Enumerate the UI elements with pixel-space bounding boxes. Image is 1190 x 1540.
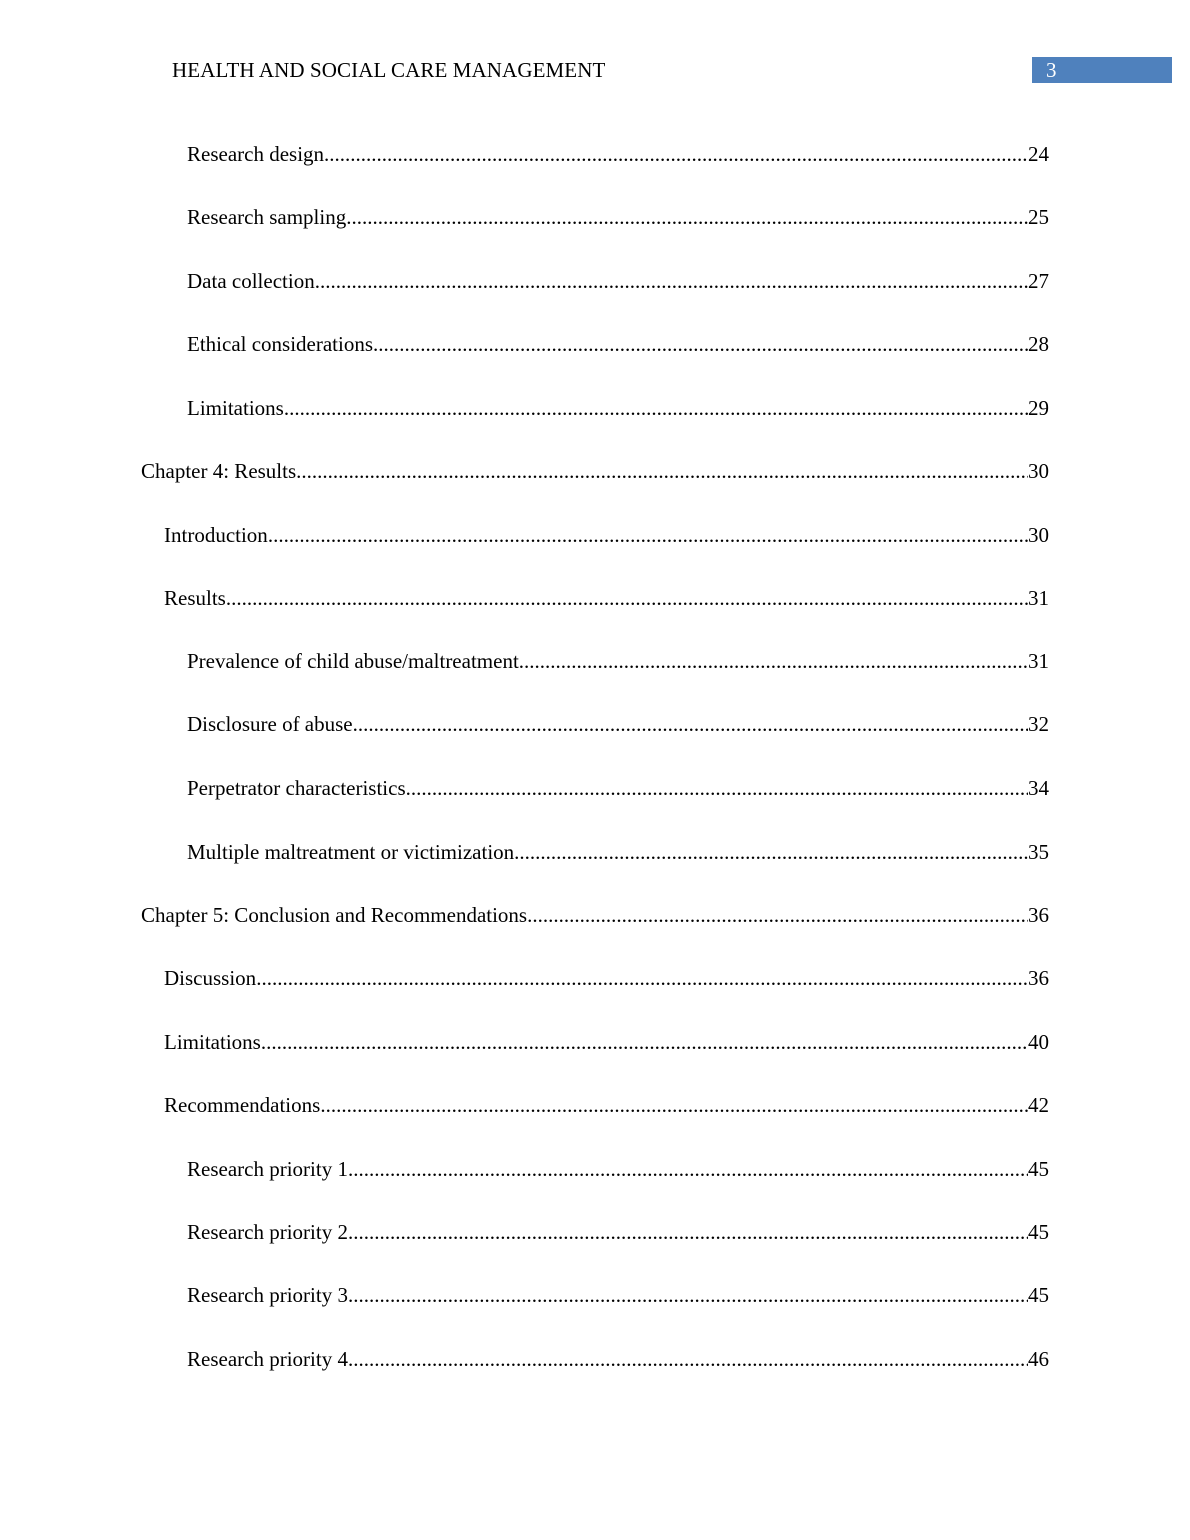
toc-entry-label: Limitations: [164, 1030, 261, 1054]
toc-entry-label: Research design: [187, 142, 325, 166]
toc-dot-leader: [268, 520, 1028, 550]
toc-entry[interactable]: [187, 329, 1049, 359]
toc-entry-page: 34: [1028, 776, 1049, 800]
toc-entry-page: 31: [1028, 649, 1049, 673]
toc-entry-label: Research priority 4: [187, 1347, 348, 1371]
toc-dot-leader: [348, 1154, 1028, 1184]
toc-dot-leader: [296, 456, 1028, 486]
toc-entry-page: 29: [1028, 396, 1049, 420]
toc-entry-label: Prevalence of child abuse/maltreatment: [187, 649, 519, 673]
toc-dot-leader: [256, 963, 1028, 993]
toc-entry[interactable]: [187, 202, 1049, 232]
toc-entry-label: Introduction: [164, 523, 268, 547]
toc-entry[interactable]: [187, 709, 1049, 739]
toc-entry-page: 40: [1028, 1030, 1049, 1054]
toc-entry-label: Data collection: [187, 269, 315, 293]
toc-entry[interactable]: [187, 646, 1049, 676]
toc-dot-leader: [527, 900, 1028, 930]
toc-entry[interactable]: [187, 1154, 1049, 1184]
toc-dot-leader: [315, 266, 1028, 296]
toc-dot-leader: [346, 202, 1028, 232]
page-number: 3: [1046, 58, 1057, 82]
toc-dot-leader: [324, 139, 1028, 169]
toc-entry-label: Discussion: [164, 966, 257, 990]
toc-entry-page: 27: [1028, 269, 1049, 293]
toc-dot-leader: [519, 646, 1028, 676]
toc-entry-page: 31: [1028, 586, 1049, 610]
toc-entry[interactable]: [187, 393, 1049, 423]
toc-entry[interactable]: [164, 583, 1049, 613]
toc-entry[interactable]: [187, 1217, 1049, 1247]
toc-entry[interactable]: [164, 520, 1049, 550]
toc-dot-leader: [348, 1217, 1028, 1247]
toc-entry[interactable]: [187, 139, 1049, 169]
toc-entry-page: 25: [1028, 205, 1049, 229]
toc-entry-label: Research priority 1: [187, 1157, 348, 1181]
toc-entry-page: 32: [1028, 712, 1049, 736]
toc-dot-leader: [348, 1280, 1028, 1310]
toc-entry[interactable]: [164, 963, 1049, 993]
toc-dot-leader: [373, 329, 1028, 359]
toc-entry-label: Ethical considerations: [187, 332, 374, 356]
toc-entry-page: 46: [1028, 1347, 1049, 1371]
toc-entry-label: Research sampling: [187, 205, 347, 229]
toc-entry[interactable]: [187, 1280, 1049, 1310]
toc-entry[interactable]: [141, 900, 1049, 930]
running-header-title: HEALTH AND SOCIAL CARE MANAGEMENT: [172, 58, 606, 82]
toc-entry-label: Research priority 2: [187, 1220, 348, 1244]
toc-entry-page: 30: [1028, 459, 1049, 483]
toc-dot-leader: [226, 583, 1028, 613]
toc-entry-page: 36: [1028, 966, 1049, 990]
toc-entry[interactable]: [187, 773, 1049, 803]
toc-dot-leader: [320, 1090, 1028, 1120]
toc-entry-label: Results: [164, 586, 226, 610]
toc-entry-page: 35: [1028, 840, 1049, 864]
toc-entry[interactable]: [187, 266, 1049, 296]
toc-dot-leader: [353, 709, 1028, 739]
toc-entry-label: Recommendations: [164, 1093, 321, 1117]
toc-entry-label: Disclosure of abuse: [187, 712, 353, 736]
toc-entry-page: 45: [1028, 1157, 1049, 1181]
toc-entry[interactable]: [164, 1090, 1049, 1120]
toc-dot-leader: [348, 1344, 1028, 1374]
toc-entry[interactable]: [164, 1027, 1049, 1057]
toc-dot-leader: [514, 837, 1028, 867]
toc-entry-page: 45: [1028, 1283, 1049, 1307]
toc-entry-page: 28: [1028, 332, 1049, 356]
toc-dot-leader: [406, 773, 1028, 803]
toc-entry-page: 24: [1028, 142, 1049, 166]
toc-entry[interactable]: [187, 837, 1049, 867]
toc-entry-page: 45: [1028, 1220, 1049, 1244]
toc-entry-label: Chapter 4: Results: [141, 459, 297, 483]
toc-entry-page: 42: [1028, 1093, 1049, 1117]
toc-dot-leader: [284, 393, 1028, 423]
toc-entry-label: Limitations: [187, 396, 284, 420]
toc-entry-page: 30: [1028, 523, 1049, 547]
toc-entry-label: Multiple maltreatment or victimization: [187, 840, 515, 864]
toc-entry-label: Chapter 5: Conclusion and Recommendations: [141, 903, 528, 927]
toc-entry-label: Perpetrator characteristics: [187, 776, 406, 800]
toc-entry[interactable]: [141, 456, 1049, 486]
toc-entry-label: Research priority 3: [187, 1283, 348, 1307]
toc-dot-leader: [261, 1027, 1028, 1057]
toc-entry-page: 36: [1028, 903, 1049, 927]
toc-entry[interactable]: [187, 1344, 1049, 1374]
